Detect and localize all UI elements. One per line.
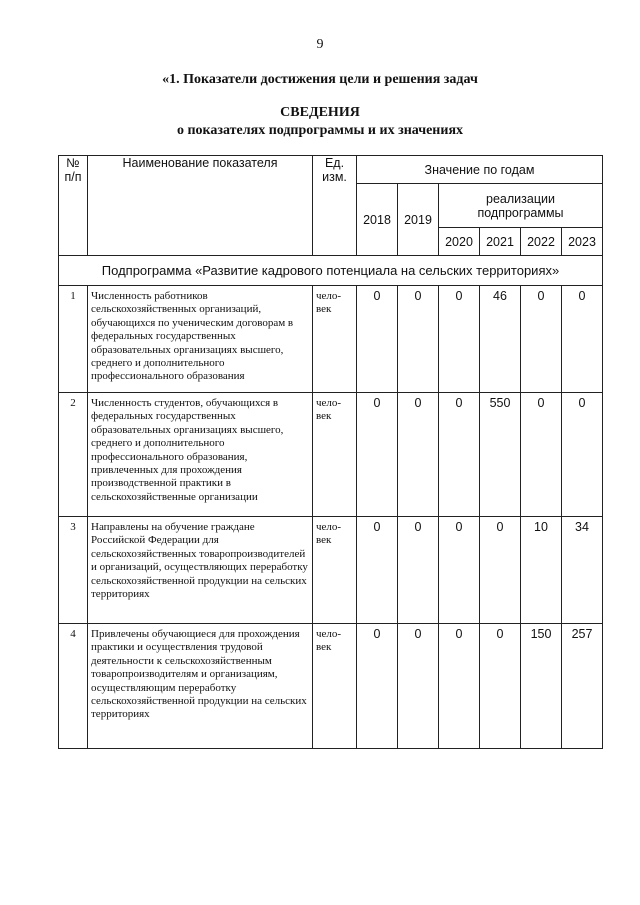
unit-line1: чело- [316, 397, 342, 409]
table-row [59, 517, 603, 624]
value-2023: 34 [562, 517, 603, 624]
unit-cell [313, 393, 357, 517]
table-row [59, 393, 603, 517]
value-2019: 0 [398, 286, 439, 393]
header-unit-line1: Ед. [324, 156, 345, 170]
document-subtitle: о показателях подпрограммы и их значениях [176, 123, 464, 138]
header-implementation [439, 184, 603, 228]
unit-line2: век [316, 641, 332, 654]
header-unit [313, 156, 357, 256]
row-number: 2 [59, 393, 88, 517]
unit-line2: век [316, 534, 332, 547]
header-num-line2: п/п [64, 170, 82, 184]
header-num [59, 156, 88, 256]
indicator-name: Привлечены обучающиеся для прохождения практики и осуществления трудовой деятельности к сельскохозяйственным товаропроизводителям и организациям, осуществляющим переработку сельскохозяйственной продукции на сельских территориях [88, 624, 313, 749]
header-implementation-line2: подпрограммы [477, 205, 564, 220]
unit-line1: чело- [316, 521, 342, 533]
value-2022: 0 [521, 286, 562, 393]
document-title: СВЕДЕНИЯ [280, 105, 360, 120]
unit-cell [313, 286, 357, 393]
value-2019: 0 [398, 517, 439, 624]
indicator-name: Численность студентов, обучающихся в федеральных государственных образовательных организациях высшего, среднего и дополнительного профессионального образования, привлеченных для прохождения производственной практики в сельскохозяйственные организации [88, 393, 313, 517]
indicator-name: Численность работников сельскохозяйственных организаций, обучающихся по ученическим договорам в федеральных государственных образовательных организациях высшего, среднего и дополнительного профессионального образования [88, 286, 313, 393]
value-2018: 0 [357, 393, 398, 517]
year-2020: 2020 [439, 228, 480, 256]
value-2021: 550 [480, 393, 521, 517]
value-2019: 0 [398, 624, 439, 749]
subprogram-title: Подпрограмма «Развитие кадрового потенциала на сельских территориях» [59, 256, 603, 286]
row-number: 4 [59, 624, 88, 749]
unit-line2: век [316, 303, 332, 316]
value-2022: 10 [521, 517, 562, 624]
value-2020: 0 [439, 393, 480, 517]
header-implementation-line1: реализации [486, 191, 555, 206]
unit-cell [313, 517, 357, 624]
value-2023: 257 [562, 624, 603, 749]
unit-line1: чело- [316, 290, 342, 302]
value-2020: 0 [439, 624, 480, 749]
unit-cell [313, 624, 357, 749]
table-row [59, 286, 603, 393]
row-number: 3 [59, 517, 88, 624]
indicator-name: Направлены на обучение граждане Российской Федерации для сельскохозяйственных товаропроизводителей и организаций, осуществляющих переработку сельскохозяйственной продукции на сельских территориях [88, 517, 313, 624]
header-values-by-year: Значение по годам [357, 156, 603, 184]
value-2021: 46 [480, 286, 521, 393]
year-2022: 2022 [521, 228, 562, 256]
value-2019: 0 [398, 393, 439, 517]
value-2023: 0 [562, 286, 603, 393]
year-2018: 2018 [357, 184, 398, 256]
value-2021: 0 [480, 517, 521, 624]
year-2023: 2023 [562, 228, 603, 256]
value-2020: 0 [439, 517, 480, 624]
unit-line1: чело- [316, 628, 342, 640]
indicators-table [58, 155, 603, 749]
header-unit-line2: изм. [322, 170, 347, 184]
year-2019: 2019 [398, 184, 439, 256]
value-2022: 0 [521, 393, 562, 517]
value-2022: 150 [521, 624, 562, 749]
table-row [59, 624, 603, 749]
header-num-line1: № [66, 156, 80, 170]
value-2018: 0 [357, 517, 398, 624]
value-2018: 0 [357, 286, 398, 393]
row-number: 1 [59, 286, 88, 393]
unit-line2: век [316, 410, 332, 423]
section-heading: «1. Показатели достижения цели и решения задач [162, 72, 478, 87]
year-2021: 2021 [480, 228, 521, 256]
value-2021: 0 [480, 624, 521, 749]
value-2020: 0 [439, 286, 480, 393]
value-2023: 0 [562, 393, 603, 517]
section-row [59, 256, 603, 286]
header-name: Наименование показателя [88, 156, 313, 256]
header-row-1 [59, 156, 603, 184]
page-number: 9 [316, 37, 324, 52]
value-2018: 0 [357, 624, 398, 749]
